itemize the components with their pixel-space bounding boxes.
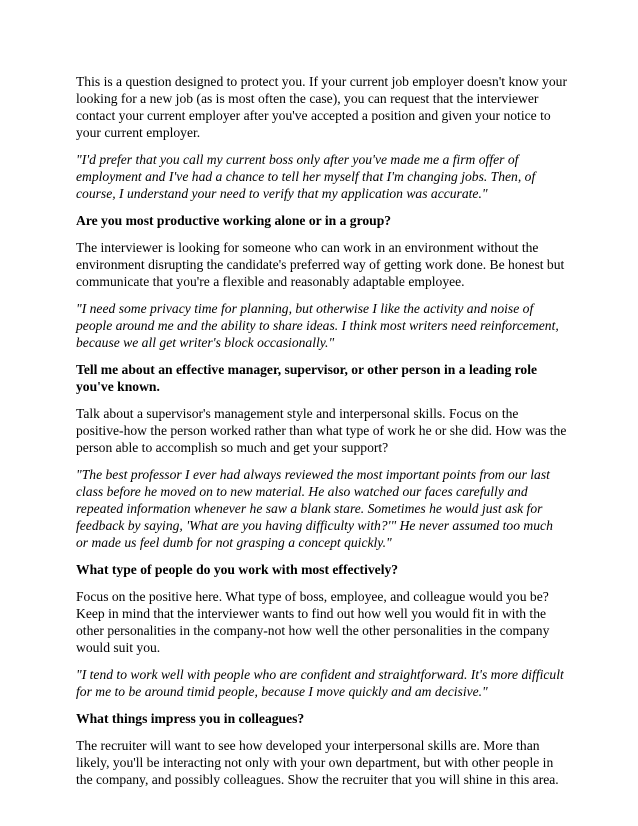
body-paragraph-work-with-people: Focus on the positive here. What type of boss, employee, and colleague would you be? Keep in mind that the interviewer wants to find out how well you would fit in with the other personalities in the company-not how well the other personalities in the company would suit you. xyxy=(76,589,550,655)
body-paragraph-impress-colleagues: The recruiter will want to see how developed your interpersonal skills are. More than likely, you'll be interacting not only with your own department, but with other people in the company, and possibly colleagues. Show the recruiter that you will shine in this area. xyxy=(76,738,559,787)
sample-answer-effective-manager: "The best professor I ever had always reviewed the most important points from our last class before he moved on to new material. He also watched our faces carefully and repeated information whenever he saw a blank stare. Sometimes he would just ask for feedback by saying, 'What are you having difficulty with?'" He never assumed too much or made us feel dumb for not grasping a concept quickly." xyxy=(76,467,553,550)
sample-answer-work-with-people: "I tend to work well with people who are confident and straightforward. It's more difficult for me to be around timid people, because I move quickly and am decisive." xyxy=(76,667,564,699)
sample-answer-employer-contact: "I'd prefer that you call my current boss only after you've made me a firm offer of employment and I've had a chance to tell her myself that I'm changing jobs. Then, of course, I understand your need to verify that my application was accurate." xyxy=(76,152,536,201)
document-page xyxy=(76,73,568,798)
body-paragraph-employer-contact: This is a question designed to protect you. If your current job employer doesn't know your looking for a new job (as is most often the case), you can request that the interviewer contact your current employer after you've accepted a position and given your notice to your current employer. xyxy=(76,74,567,140)
body-paragraph-alone-or-group: The interviewer is looking for someone who can work in an environment without the environment disrupting the candidate's preferred way of getting work done. Be honest but communicate that you're a flexible and reasonably adaptable employee. xyxy=(76,240,565,289)
question-heading-impress-colleagues: What things impress you in colleagues? xyxy=(76,711,305,726)
sample-answer-alone-or-group: "I need some privacy time for planning, but otherwise I like the activity and noise of people around me and the ability to share ideas. I think most writers need reinforcement, because we all get writer's block occasionally." xyxy=(76,301,559,350)
body-paragraph-effective-manager: Talk about a supervisor's management style and interpersonal skills. Focus on the positive-how the person worked rather than what type of work he or she did. How was the person able to accomplish so much and get your support? xyxy=(76,406,567,455)
question-heading-effective-manager: Tell me about an effective manager, supervisor, or other person in a leading role you've known. xyxy=(76,362,538,394)
question-heading-alone-or-group: Are you most productive working alone or in a group? xyxy=(76,213,392,228)
question-heading-work-with-people: What type of people do you work with most effectively? xyxy=(76,562,399,577)
